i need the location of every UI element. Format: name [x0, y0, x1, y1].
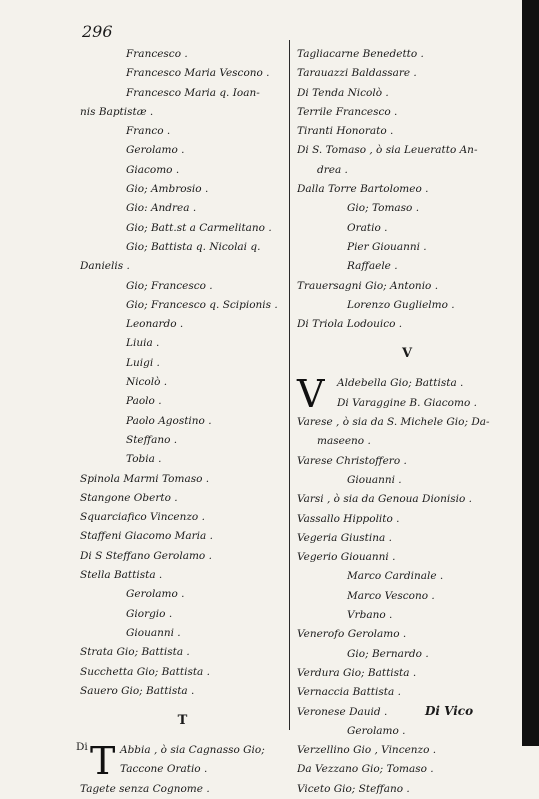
- entry-line: Danielis .: [80, 260, 130, 273]
- entry-line: Francesco .: [126, 48, 188, 60]
- entry-line: Franco .: [126, 125, 171, 138]
- entry-line: Verdura Gio; Battista .: [297, 666, 417, 679]
- entry-line: Viceto Gio; Steffano .: [297, 782, 410, 795]
- entry-line: Di Tenda Nicolò .: [297, 86, 389, 99]
- entry-line: nis Baptistæ .: [80, 105, 154, 118]
- entry-line: Varsi , ò sia da Genoua Dionisio .: [297, 493, 472, 506]
- entry-line: Giouanni .: [126, 626, 181, 639]
- entry-line: Nicolò .: [126, 376, 168, 389]
- entry-line: Marco Vescono .: [347, 589, 435, 602]
- drop-cap-t: T: [90, 739, 116, 784]
- entry-line: Di S. Tomaso , ò sia Leueratto An-: [297, 144, 478, 157]
- entry-line: Gio; Ambrosio .: [126, 183, 209, 196]
- entry-line: Dalla Torre Bartolomeo .: [297, 183, 429, 196]
- entry-line: Luigi .: [126, 356, 160, 369]
- left-column: [76, 45, 285, 799]
- initial-block-v: [297, 372, 517, 417]
- entry-line: Gio; Battista q. Nicolai q.: [126, 240, 261, 253]
- entry-line: Venerofo Gerolamo .: [297, 628, 407, 641]
- page-edge-shadow: [522, 0, 539, 746]
- entry-line: Tagliacarne Benedetto .: [297, 48, 424, 60]
- entry-line: Gerolamo .: [347, 724, 406, 737]
- entry-line: Gio; Francesco q. Scipionis .: [126, 298, 278, 311]
- entry-line: Pier Giouanni .: [347, 240, 427, 253]
- entry-line: Verzellino Gio , Vincenzo .: [297, 744, 437, 757]
- entry-line: Paolo Agostino .: [126, 414, 212, 427]
- initial-prefix: Di: [76, 741, 88, 754]
- entry-line: Gerolamo .: [126, 144, 185, 157]
- entry-line: Tobia .: [126, 453, 162, 466]
- section-heading-t: T: [177, 713, 188, 729]
- entry-line: Veronese Dauid .: [297, 705, 388, 718]
- entry-line: Francesco Maria q. Ioan-: [126, 86, 260, 99]
- entry-line: Succhetta Gio; Battista .: [80, 665, 210, 678]
- entry-line: Tiranti Honorato .: [297, 125, 394, 138]
- entry-line: Squarciafico Vincenzo .: [80, 511, 205, 524]
- entry-line: Leonardo .: [126, 318, 184, 331]
- entry-line: Staffeni Giacomo Maria .: [80, 530, 213, 543]
- catchword: Di Vico: [425, 704, 474, 718]
- entry-line: Varese , ò sia da S. Michele Gio; Da-: [297, 416, 490, 429]
- entry-line: Paolo .: [126, 395, 162, 408]
- entry-line: Francesco Maria Vescono .: [126, 67, 270, 80]
- entry-line: Vernaccia Battista .: [297, 686, 401, 699]
- entry-line: Liuia .: [126, 337, 160, 350]
- entry-line: Terrile Francesco .: [297, 105, 398, 118]
- column-rule: [289, 40, 290, 730]
- entry-line: Trauersagni Gio; Antonio .: [297, 279, 439, 292]
- entry-line: drea .: [317, 163, 348, 176]
- entry-line: Di S Steffano Gerolamo .: [80, 549, 212, 562]
- entry-line: Oratio .: [347, 221, 388, 234]
- entry-line: Gio; Tomaso .: [347, 202, 420, 215]
- entry-line: Vegeria Giustina .: [297, 531, 392, 544]
- entry-line: Strata Gio; Battista .: [80, 646, 190, 659]
- drop-cap-v: V: [297, 372, 325, 417]
- entry-line: Stella Battista .: [80, 569, 163, 582]
- entry-line: Taccone Oratio .: [120, 763, 208, 776]
- entry-line: Steffano .: [126, 433, 178, 446]
- entry-line: Gerolamo .: [126, 588, 185, 601]
- entry-line: Vassallo Hippolito .: [297, 512, 400, 525]
- page-number: 296: [82, 22, 113, 41]
- entry-line: Sauero Gio; Battista .: [80, 684, 195, 697]
- entry-line: Raffaele .: [347, 260, 398, 273]
- entry-line: Gio; Bernardo .: [347, 647, 429, 660]
- entry-line: Lorenzo Guglielmo .: [347, 298, 455, 311]
- entry-line: Di Varaggine B. Giacomo .: [337, 396, 477, 409]
- entry-line: Spinola Marmi Tomaso .: [80, 472, 210, 485]
- entry-line: Da Vezzano Gio; Tomaso .: [297, 763, 434, 776]
- entry-line: Vegerio Giouanni .: [297, 551, 396, 564]
- entry-line: Abbia , ò sia Cagnasso Gio;: [120, 744, 265, 757]
- initial-block-t: [76, 739, 285, 784]
- entry-line: Giacomo .: [126, 163, 180, 176]
- entry-line: Vrbano .: [347, 609, 393, 622]
- entry-line: Di Triola Lodouico .: [297, 318, 403, 331]
- right-column: [297, 45, 517, 799]
- entry-line: Gio; Francesco .: [126, 279, 213, 292]
- entry-line: Giorgio .: [126, 607, 173, 620]
- entry-line: Aldebella Gio; Battista .: [337, 377, 464, 390]
- entry-line: maseeno .: [317, 435, 371, 448]
- entry-line: Gio: Andrea .: [126, 202, 197, 215]
- section-heading-v: V: [401, 346, 413, 362]
- entry-line: Giouanni .: [347, 473, 402, 486]
- entry-line: Marco Cardinale .: [347, 570, 444, 583]
- entry-line: Gio; Batt.st a Carmelitano .: [126, 221, 272, 234]
- entry-line: Tagete senza Cognome .: [80, 782, 210, 795]
- entry-line: Varese Christoffero .: [297, 454, 407, 467]
- entry-line: Tarauazzi Baldassare .: [297, 67, 417, 80]
- entry-line: Stangone Oberto .: [80, 491, 178, 504]
